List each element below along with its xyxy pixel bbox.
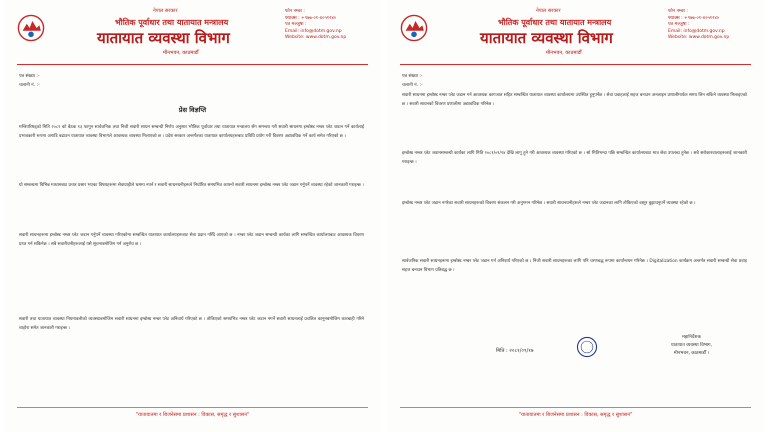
contact-website: Website: www.dotm.gov.np (668, 35, 730, 40)
contact-line: फोन नम्बर : (285, 9, 305, 14)
page-title: प्रेस विज्ञप्ति (178, 106, 207, 114)
signatory-office: यातायात व्यवस्था विभाग, (671, 343, 713, 348)
ministry-name: भौतिक पूर्वाधार तथा यातायात मन्त्रालय (115, 18, 229, 27)
issue-date: मिति : २०८१/०९/१७ (496, 348, 534, 354)
letter-number-label: पत्र संख्या :- (402, 74, 423, 79)
paragraph: यो सम्बन्धमा विभिन्न माध्यमबाट प्रचार प्रसार भएका विषयहरूमा सेवाग्राहीले भ्रममा नपर्न र सवारी साधनधनीहरूले निर्धारित समयभित्र आफ्नो सवारी साधनमा इम्बोस्ड नम्बर प्लेट जडान गर्नुपर्ने व्यवस्था रहेको जानकारी गराइन्छ । (19, 183, 364, 188)
nepal-emblem-icon (17, 14, 45, 42)
paragraph: इम्बोस्ड नम्बर प्लेट जडान नगरेका सवारी साधनहरूको विवरण संकलन गरी अनुगमन गरिनेछ । सवारी साधनधनीहरूले नम्बर प्लेट जडानका लागि तोकिएको दस्तुर बुझाउनुपर्ने व्यवस्था रहेको छ । (402, 201, 696, 206)
paragraph: सवारी साधनमा इम्बोस्ड नम्बर प्लेट जडान गर्न आवश्यक कागजात सहित सम्बन्धित यातायात व्यवस्था कार्यालयमा उपस्थित हुनुपर्नेछ । सेवा प्रवाहलाई सहज बनाउन अनलाइन प्रणालीमार्फत समय लिन सकिने व्यवस्था मिलाइएको छ । सवारी साधनको विवरण प्रणालीमा अद्यावधिक गरिनेछ । (402, 93, 747, 107)
footer-slogan: "यातायातमा र बिजनेसमा प्रशासन : विकास, समृद्ध र सुशासन" (135, 412, 250, 418)
header-divider (400, 64, 751, 65)
paragraph: इम्बोस्ड नम्बर प्लेट जडानसम्बन्धी कार्यका लागि मिति २०८१/०९/१४ देखि लागू हुने गरी आवश्यक व्यवस्था गरिएको छ । सो मितिभन्दा पछि सम्बन्धित कार्यालयबाट मात्र सेवा उपलब्ध हुनेछ । सबै सरोकारवालाहरूलाई जानकारी गराइन्छ । (402, 151, 747, 165)
government-label: नेपाल सरकार (153, 8, 178, 14)
signatory-title: महानिर्देशक (682, 335, 701, 340)
contact-line: फ्याक्स : +९७७-०१-४०५१२४० (285, 15, 337, 21)
reference-block (19, 72, 40, 90)
reference-block (402, 72, 423, 90)
contact-email: Email: info@dotm.gov.np (668, 28, 725, 34)
footer-slogan: "यातायातमा र बिजनेसमा प्रशासन : विकास, समृद्ध र सुशासन" (518, 412, 633, 418)
body-text (402, 92, 747, 324)
press-release-page-1 (3, 0, 382, 432)
nepal-emblem-icon (400, 14, 428, 42)
dispatch-number-label: चलानी नं. :- (402, 83, 423, 88)
contact-website: Website: www.dotm.gov.np (285, 35, 347, 40)
department-name: यातायात व्यवस्था विभाग (97, 29, 230, 47)
paragraph: मन्त्रिपरिषद्को मिति २०८१ को बैठक १३ फागुन सार्वजनिक तथा निजी सवारी साधन सम्बन्धी निर्णय अनुसार भौतिक पूर्वाधार तथा यातायात मन्त्रालय सँग समन्वय गरी सवारी साधनमा इम्बोस्ड नम्बर प्लेट जडान गर्ने कार्यलाई प्रभावकारी रूपमा अगाडि बढाउन यातायात व्यवस्था विभागले आवश्यक व्यवस्था मिलाएको छ । प्रदेश सरकार अन्तर्गतका यातायात कार्यालयहरूबाट प्रविधि प्रयोग गरी विवरण अद्यावधिक गर्ने कार्य समेत गरिएको छ । (19, 125, 364, 139)
dispatch-number-label: चलानी नं. :- (19, 83, 40, 88)
paragraph: सवारी साधनहरूमा इम्बोस्ड नम्बर प्लेट जडान गर्नुपर्ने व्यवस्था गरिएकोमा सम्बन्धित यातायात कार्यालयहरूबाट सेवा प्रदान गरिँदै आएको छ । नम्बर प्लेट जडान सम्बन्धी कार्यका लागि सम्बन्धित कार्यालयबाट आवश्यक विवरण प्राप्त गर्न सकिनेछ । सबै सवारीधनीहरूलाई यसै सूचनाबमोजिम गर्न अनुरोध छ । (19, 233, 364, 247)
contact-block (285, 9, 346, 42)
contact-email: Email: info@dotm.gov.np (285, 28, 342, 34)
contact-line: फ्याक्स : +९७७-०१-४०५१२४० (668, 15, 720, 21)
contact-line: फोन नम्बर : (668, 9, 688, 14)
contact-line: पत्र मञ्जुषा : (285, 22, 307, 27)
ministry-name: भौतिक पूर्वाधार तथा यातायात मन्त्रालय (498, 18, 612, 27)
signatory-place: मीनभवन, काठमाडौँ । (673, 351, 710, 356)
department-name: यातायात व्यवस्था विभाग (480, 29, 613, 47)
government-label: नेपाल सरकार (536, 8, 561, 14)
department-place: मीनभवन, काठमाडौँ (546, 50, 582, 56)
header-divider (17, 64, 368, 65)
body-text (19, 124, 364, 374)
footer-divider (17, 407, 368, 408)
signature-block (671, 334, 712, 358)
letter-number-label: पत्र संख्या :- (19, 74, 40, 79)
footer-divider (400, 407, 751, 408)
paragraph: सवारी तथा यातायात व्यवस्था नियमावलीको व्यवस्थाबमोजिम सवारी साधनमा इम्बोस्ड नम्बर प्लेट अनिवार्य गरिएको छ । तोकिएको समयभित्र नम्बर प्लेट जडान नगर्ने सवारी साधनलाई प्रचलित कानुनबमोजिम कारबाही गरिने व्यहोरा समेत जानकारी गराइन्छ । (19, 317, 364, 331)
paragraph: सार्वजनिक सवारी साधनहरूमा इम्बोस्ड नम्बर प्लेट जडान गर्न अनिवार्य गरिएको छ । निजी सवारी साधनहरूका लागि पनि चरणबद्ध रूपमा कार्यान्वयन गरिनेछ । Digitalization कार्यक्रम अन्तर्गत सवारी सम्बन्धी सेवा प्रवाह सहज बनाउन विभाग प्रतिबद्ध छ । (402, 259, 747, 273)
office-seal-icon (576, 336, 598, 358)
press-release-page-2 (386, 0, 765, 432)
department-place: मीनभवन, काठमाडौँ (163, 50, 199, 56)
contact-line: पत्र मञ्जुषा : (668, 22, 690, 27)
contact-block (668, 9, 729, 42)
